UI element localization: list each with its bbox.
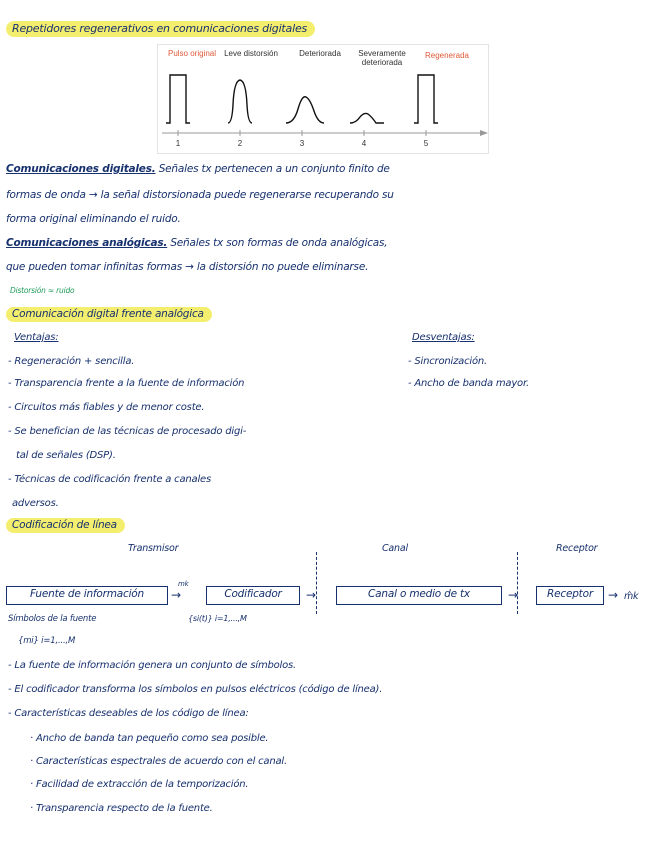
block-canal-label: Canal o medio de tx <box>368 588 470 600</box>
arrow-icon: → <box>171 588 182 602</box>
simbolos-set: {mi} i=1,...,M <box>18 636 76 646</box>
figure-label-severe: Severamente deteriorada <box>358 49 406 67</box>
pulse-deteriorated <box>286 97 324 123</box>
figure-plot <box>158 45 488 153</box>
header-receptor: Receptor <box>556 543 598 554</box>
desventajas-title: Desventajas: <box>412 332 475 343</box>
section3-title-text: Codificación de línea <box>6 518 125 533</box>
header-transmisor: Transmisor <box>128 543 179 554</box>
block-fuente <box>6 586 168 605</box>
signal-si: {si(t)} i=1,...,M <box>188 614 247 623</box>
para2-line2: que pueden tomar infinitas formas → la distorsión no puede eliminarse. <box>6 261 369 273</box>
section2-title-text: Comunicación digital frente analógica <box>6 307 212 322</box>
para2-line1 <box>6 237 387 249</box>
line-code-bullet: - Características deseables de los código de línea: <box>8 708 249 719</box>
para1-heading: Comunicaciones digitales. <box>6 163 156 175</box>
arrow-icon: → <box>306 588 317 602</box>
page-title-text: Repetidores regenerativos en comunicaciones digitales <box>6 21 315 37</box>
header-canal: Canal <box>382 543 408 554</box>
para2-line1-text: Señales tx son formas de onda analógicas, <box>170 237 388 249</box>
line-code-bullet: - El codificador transforma los símbolos en pulsos eléctricos (código de línea). <box>8 684 383 695</box>
figure-tick-label-2: 2 <box>237 139 243 148</box>
figure-tick-label-4: 4 <box>361 139 367 148</box>
ventaja-item: tal de señales (DSP). <box>16 450 116 461</box>
figure-tick-label-1: 1 <box>175 139 181 148</box>
block-fuente-label: Fuente de información <box>29 588 144 600</box>
ventaja-item: - Se benefician de las técnicas de procesado digi- <box>8 426 247 437</box>
para1-line1 <box>6 163 390 175</box>
section3-title <box>6 519 125 531</box>
figure-tick-label-5: 5 <box>423 139 429 148</box>
pulse-slight-distortion <box>228 80 252 123</box>
block-receptor-label: Receptor <box>547 588 593 600</box>
block-receptor <box>536 586 604 605</box>
block-canal <box>336 586 502 605</box>
figure-label-slight: Leve distorsión <box>224 49 278 58</box>
para1-line3: forma original eliminando el ruido. <box>6 213 181 225</box>
section2-title <box>6 308 212 320</box>
figure-label-regenerated: Regenerada <box>424 51 470 60</box>
line-code-bullet: - La fuente de información genera un conjunto de símbolos. <box>8 660 297 671</box>
pulse-original <box>166 75 190 123</box>
figure-label-original: Pulso original <box>167 49 217 58</box>
pulse-regenerated <box>414 75 438 123</box>
figure-axis-arrow <box>480 130 488 136</box>
line-code-subbullet: · Ancho de banda tan pequeño como sea posible. <box>30 733 269 744</box>
ventaja-item: - Transparencia frente a la fuente de información <box>8 378 245 389</box>
block-codificador-label: Codificador <box>224 588 282 600</box>
block-codificador <box>206 586 300 605</box>
ventaja-item: adversos. <box>12 498 59 509</box>
desventaja-item: - Ancho de banda mayor. <box>408 378 529 389</box>
pulse-regeneration-figure <box>157 44 489 154</box>
divider-tx-channel <box>316 552 317 614</box>
simbolos-label: Símbolos de la fuente <box>8 614 97 624</box>
ventaja-item: - Circuitos más fiables y de menor coste. <box>8 402 205 413</box>
para1-line2: formas de onda → la señal distorsionada puede regenerarse recuperando su <box>6 189 394 201</box>
arrow-icon: → <box>608 588 619 602</box>
signal-output: m̂k <box>624 591 639 602</box>
para1-line1-text: Señales tx pertenecen a un conjunto finito de <box>158 163 390 175</box>
line-code-subbullet: · Facilidad de extracción de la temporización. <box>30 779 249 790</box>
distortion-note: Distorsión ≈ ruido <box>10 286 75 295</box>
ventajas-title: Ventajas: <box>14 332 59 343</box>
ventaja-item: - Técnicas de codificación frente a canales <box>8 474 212 485</box>
desventaja-item: - Sincronización. <box>408 356 487 367</box>
arrow-icon: → <box>508 588 519 602</box>
divider-channel-rx <box>517 552 518 614</box>
para2-heading: Comunicaciones analógicas. <box>6 237 168 249</box>
figure-label-deteriorated: Deteriorada <box>299 49 341 58</box>
figure-tick-label-3: 3 <box>299 139 305 148</box>
ventaja-item: - Regeneración + sencilla. <box>8 356 135 367</box>
line-code-subbullet: · Características espectrales de acuerdo con el canal. <box>30 756 287 767</box>
line-code-subbullet: · Transparencia respecto de la fuente. <box>30 803 213 814</box>
page-title <box>6 22 315 35</box>
pulse-severe <box>350 113 384 123</box>
signal-mk: mk <box>178 580 189 588</box>
